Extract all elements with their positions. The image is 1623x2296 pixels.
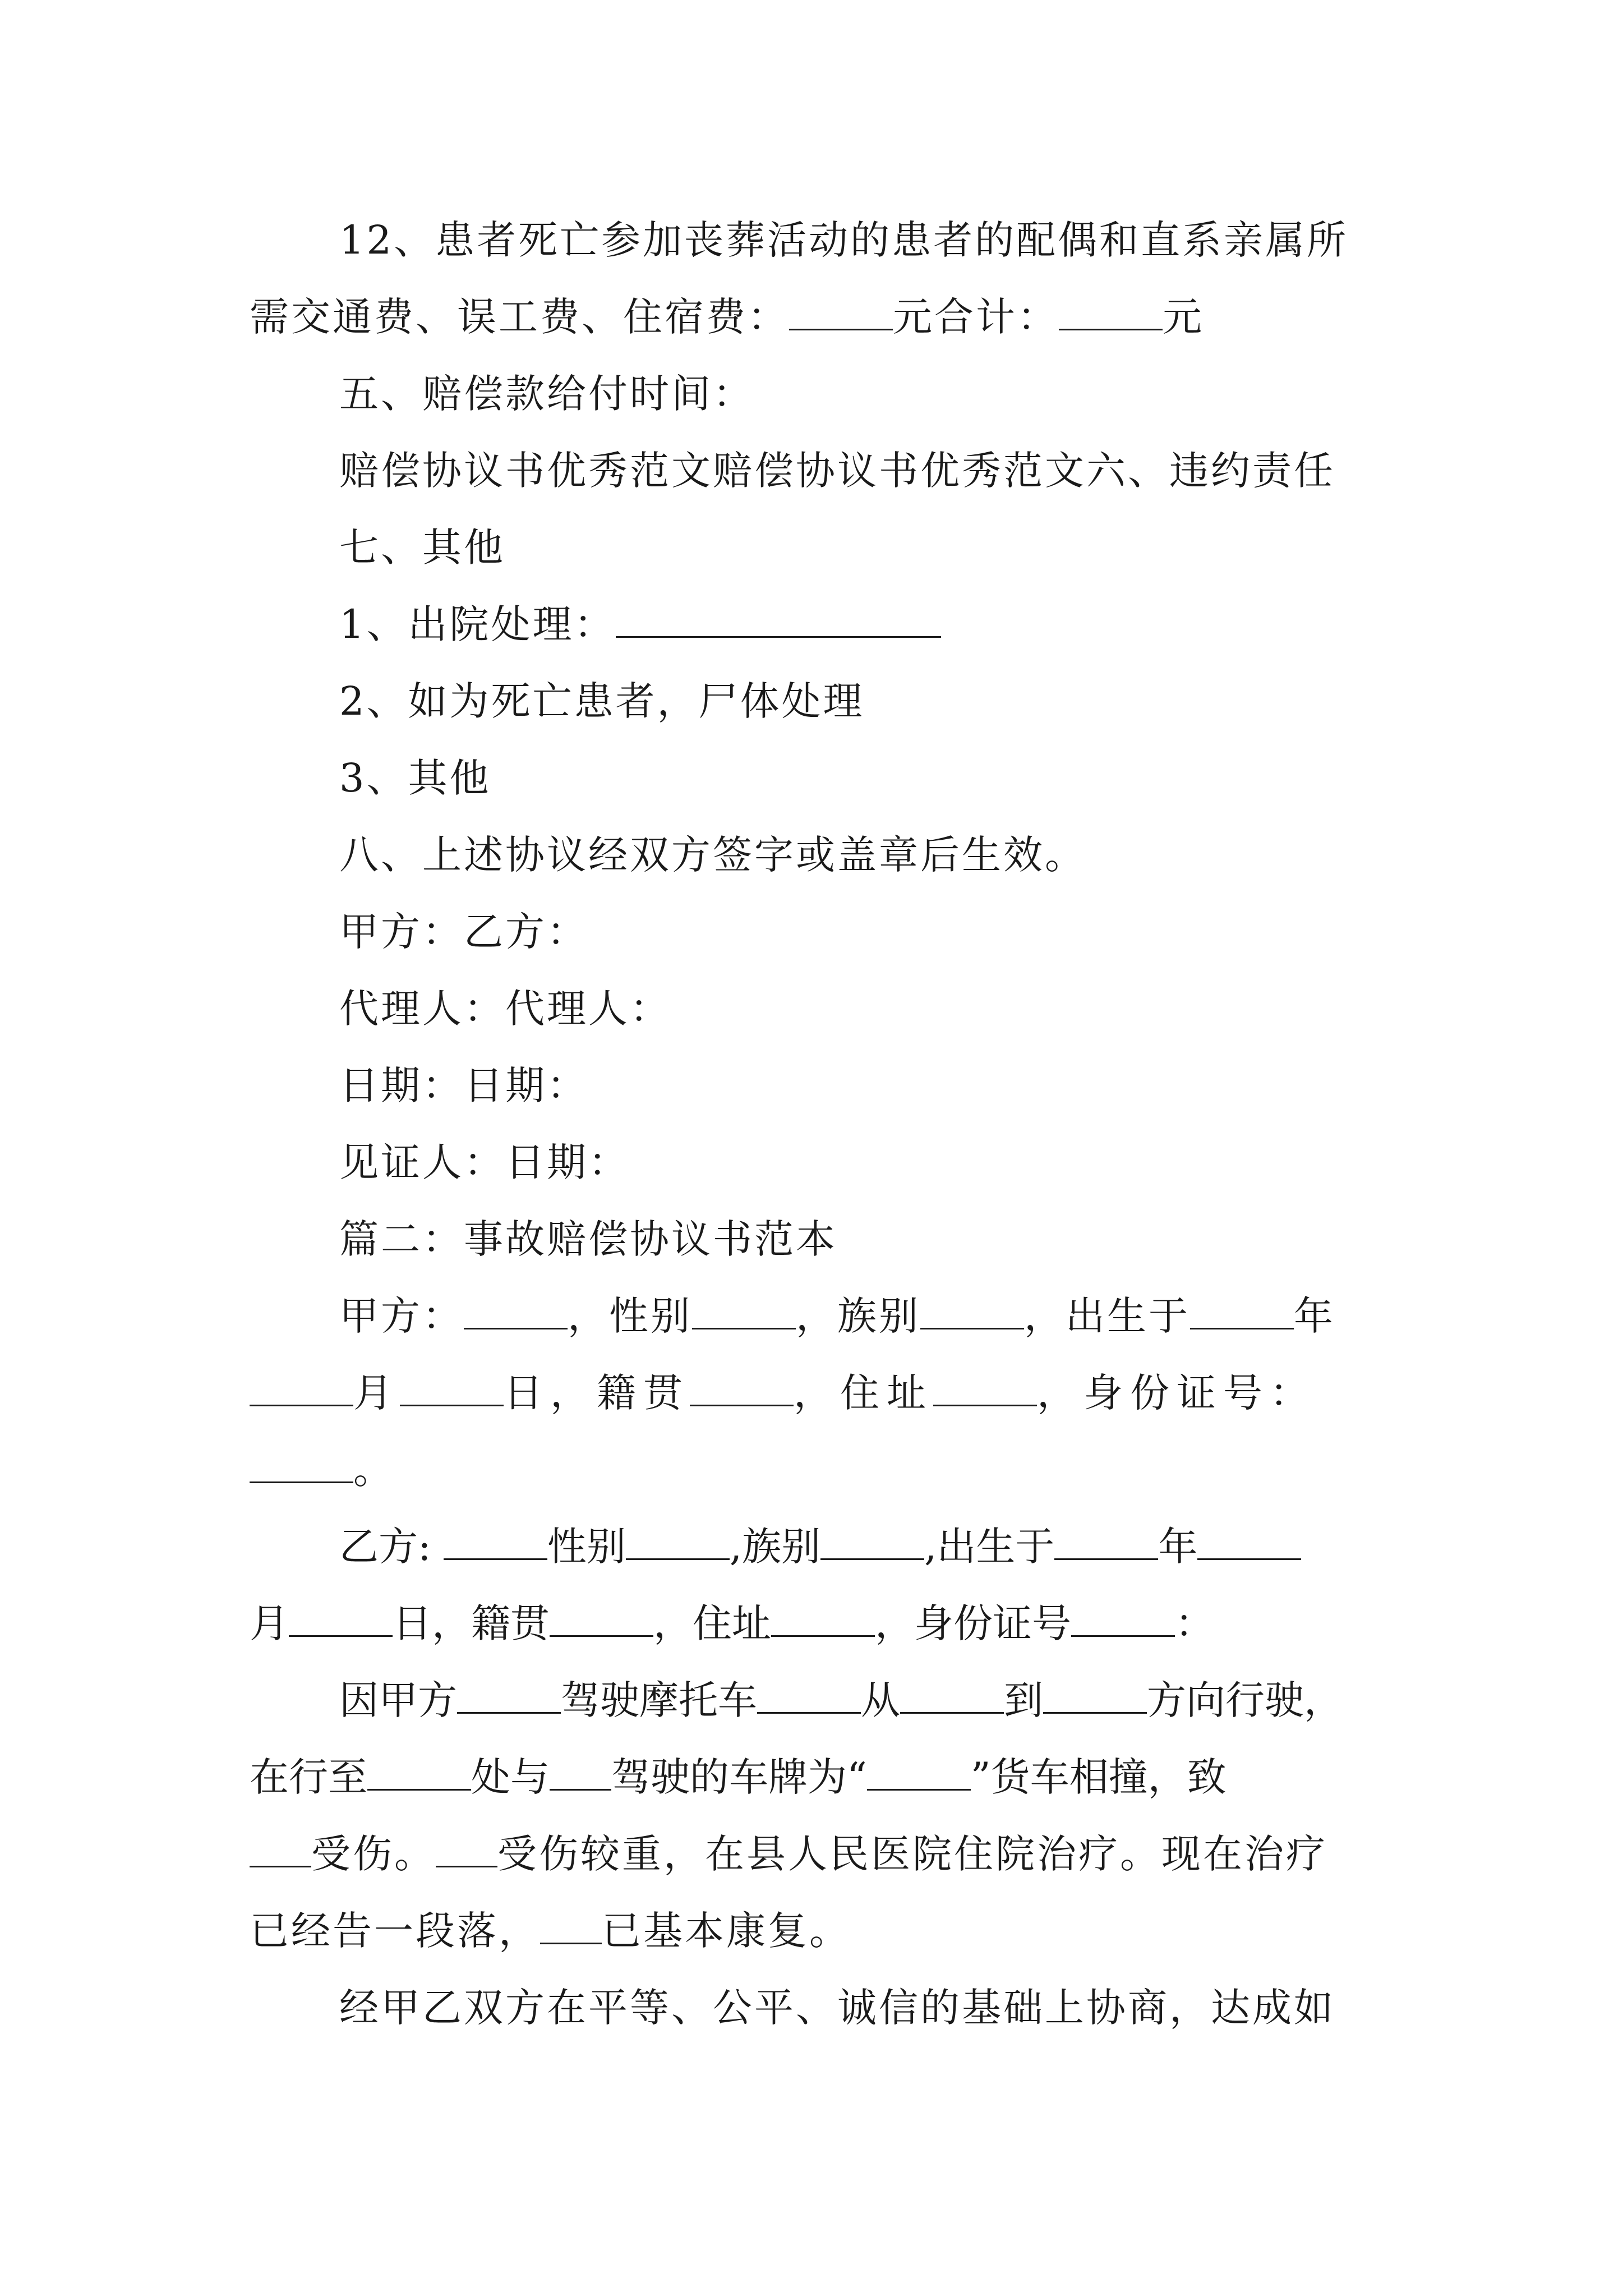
text: 受伤较重，在县人民医院住院治疗。现在治疗	[497, 1831, 1327, 1877]
paragraph-line	[250, 1365, 1380, 1421]
blank-field	[771, 1600, 875, 1637]
paragraph-line	[339, 212, 1380, 268]
text: 从	[861, 1677, 900, 1723]
text: 日，籍贯	[393, 1600, 550, 1646]
blank-field	[757, 1677, 861, 1714]
blank-field	[692, 1293, 796, 1329]
blank-field	[1043, 1677, 1147, 1714]
paragraph-line	[339, 1672, 1380, 1728]
paragraph-line	[339, 1519, 1380, 1575]
text: ”货车相撞，致	[970, 1754, 1227, 1800]
text: 七、其他	[339, 524, 505, 570]
text: 受伤。	[311, 1831, 436, 1877]
text: 。	[353, 1447, 395, 1493]
paragraph-line	[339, 519, 1380, 576]
text: 12、患者死亡参加丧葬活动的患者的配偶和直系亲属所	[339, 217, 1349, 263]
blank-field	[550, 1754, 611, 1791]
text: 已经告一段落，	[250, 1908, 540, 1954]
paragraph-line	[250, 1903, 1380, 1959]
paragraph-line	[250, 1826, 1380, 1882]
text: 日，籍贯	[504, 1370, 690, 1416]
blank-field	[400, 1370, 504, 1406]
paragraph-line	[339, 1288, 1380, 1344]
text: 代理人：代理人：	[339, 986, 671, 1032]
text: 元	[1163, 294, 1204, 340]
blank-field	[540, 1908, 602, 1944]
paragraph-line	[339, 596, 1380, 652]
paragraph-line	[339, 1134, 1380, 1190]
blank-field	[920, 1293, 1024, 1329]
blank-field	[820, 1524, 924, 1560]
blank-field	[250, 1370, 353, 1406]
paragraph-line	[339, 981, 1380, 1037]
text: 1、出院处理：	[339, 601, 616, 647]
paragraph-line	[339, 904, 1380, 960]
blank-field	[436, 1831, 497, 1867]
blank-field	[789, 294, 893, 330]
paragraph-line	[339, 1057, 1380, 1114]
text: 乙方:	[339, 1524, 431, 1570]
text: 已基本康复。	[602, 1908, 851, 1954]
text: 2、如为死亡患者，尸体处理	[339, 678, 865, 724]
text: ,族别	[729, 1524, 821, 1570]
text: 月	[250, 1600, 289, 1646]
paragraph-line	[339, 366, 1380, 422]
text: 甲方：	[339, 1293, 464, 1339]
text: 五、赔偿款给付时间：	[339, 371, 754, 417]
blank-field	[1054, 1524, 1158, 1560]
paragraph-line	[339, 443, 1380, 499]
text: 方向行驶，	[1147, 1677, 1343, 1723]
text: 在行至	[250, 1754, 367, 1800]
section-heading	[339, 1211, 1380, 1267]
blank-field	[367, 1754, 471, 1791]
blank-field	[626, 1524, 730, 1560]
text: 八、上述协议经双方签字或盖章后生效。	[339, 832, 1086, 878]
text: ，出生于	[1024, 1293, 1190, 1339]
text: 年	[1158, 1524, 1198, 1570]
blank-field	[1197, 1524, 1301, 1560]
text: ，身份证号：	[1037, 1370, 1316, 1416]
text: 到	[1004, 1677, 1043, 1723]
paragraph-line	[339, 673, 1380, 729]
blank-field	[900, 1677, 1004, 1714]
blank-field	[250, 1447, 353, 1483]
blank-field	[250, 1831, 311, 1867]
text: 甲方：乙方：	[339, 909, 588, 955]
paragraph-line	[250, 289, 1380, 345]
text: ,出生于	[924, 1524, 1055, 1570]
text: 赔偿协议书优秀范文赔偿协议书优秀范文六、违约责任	[339, 448, 1335, 494]
blank-field	[690, 1370, 794, 1406]
blank-field	[1071, 1600, 1175, 1637]
text: 元合计：	[893, 294, 1059, 340]
blank-field	[867, 1754, 971, 1791]
text: 月	[353, 1370, 400, 1416]
blank-field	[444, 1524, 547, 1560]
text: 日期：日期：	[339, 1062, 588, 1108]
text: ，住址	[794, 1370, 933, 1416]
text: 经甲乙双方在平等、公平、诚信的基础上协商，达成如	[339, 1985, 1335, 2031]
paragraph-line	[339, 827, 1380, 883]
text: ，住址	[653, 1600, 771, 1646]
paragraph-line	[250, 1749, 1380, 1805]
text: 驾驶摩托车	[561, 1677, 757, 1723]
text: 3、其他	[339, 755, 491, 801]
blank-field	[289, 1600, 393, 1637]
blank-field	[1190, 1293, 1294, 1329]
paragraph-line	[250, 1442, 1380, 1498]
blank-field	[550, 1600, 653, 1637]
paragraph-line	[339, 1980, 1380, 2036]
blank-field	[464, 1293, 568, 1329]
text: 需交通费、误工费、住宿费：	[250, 294, 789, 340]
text: 因甲方	[339, 1677, 457, 1723]
text: 驾驶的车牌为“	[611, 1754, 867, 1800]
text: 年	[1294, 1293, 1335, 1339]
blank-field	[457, 1677, 561, 1714]
blank-field	[616, 601, 941, 638]
blank-field	[1059, 294, 1163, 330]
text: 处与	[471, 1754, 550, 1800]
text: 篇二：事故赔偿协议书范本	[339, 1216, 837, 1262]
paragraph-line	[339, 750, 1380, 806]
text: 性别	[547, 1524, 626, 1570]
paragraph-line	[250, 1595, 1380, 1651]
blank-field	[933, 1370, 1037, 1406]
text: ，性别	[568, 1293, 692, 1339]
text: ，族别	[796, 1293, 920, 1339]
text: ，身份证号	[875, 1600, 1071, 1646]
text: ：	[1175, 1600, 1214, 1646]
text: 见证人：日期：	[339, 1139, 630, 1185]
